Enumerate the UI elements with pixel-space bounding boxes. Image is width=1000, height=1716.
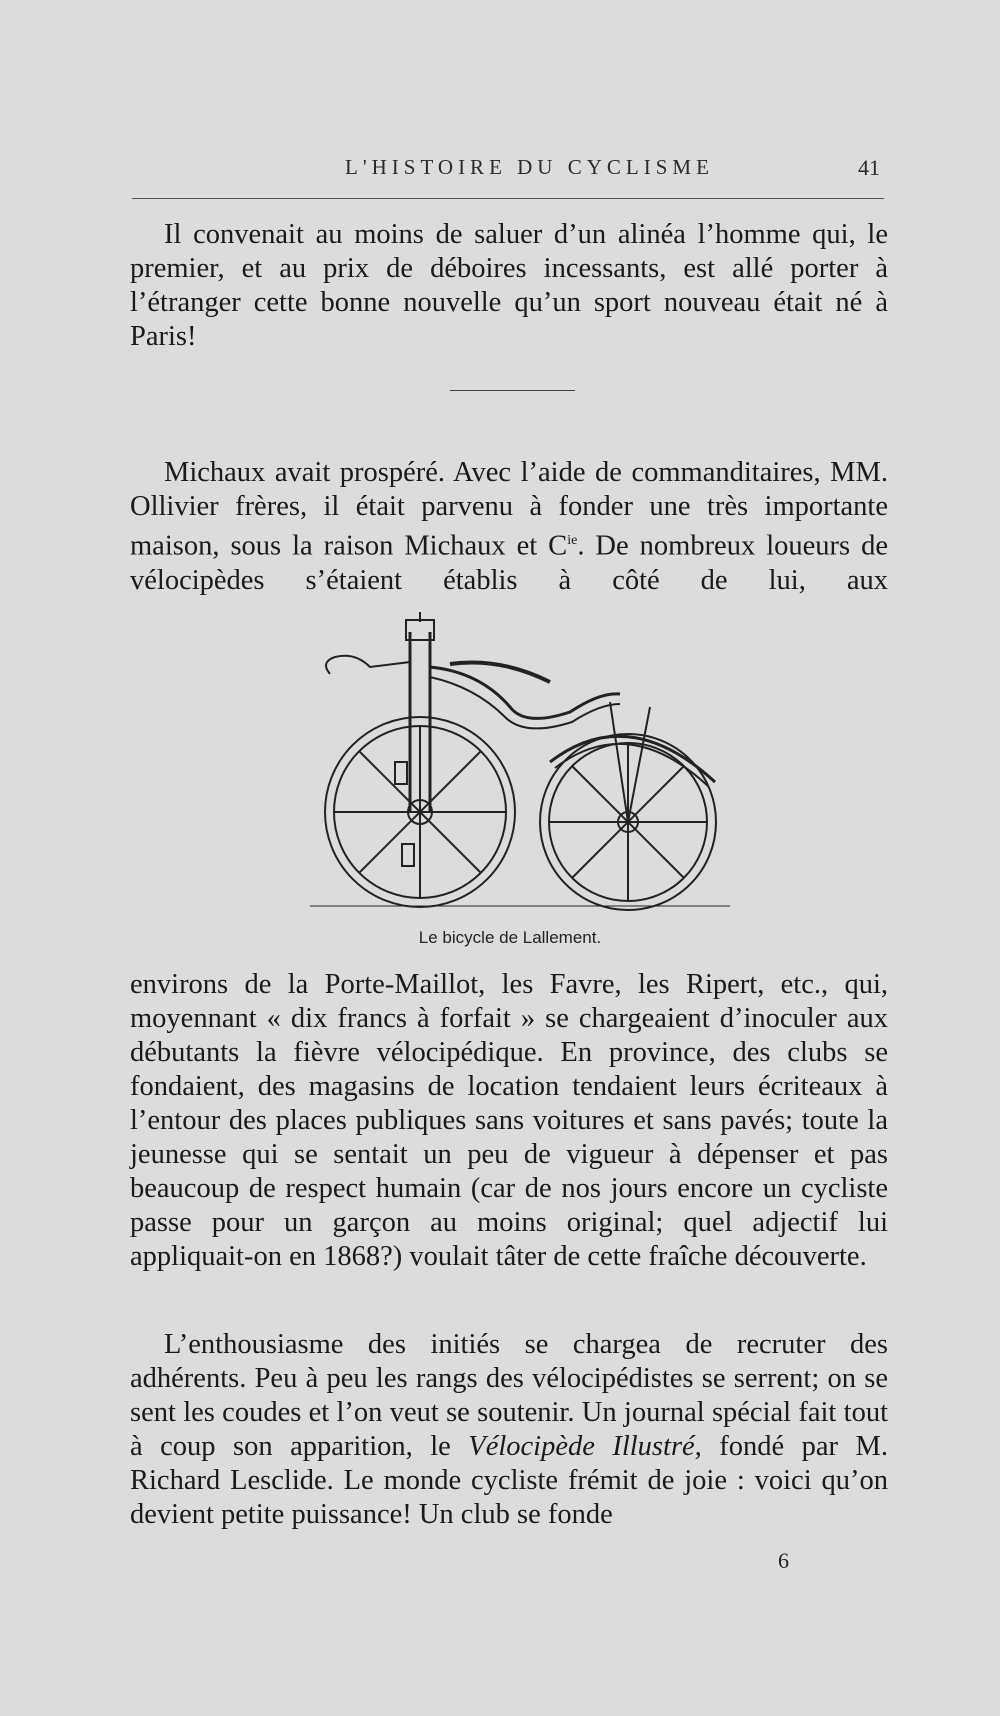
- journal-title: Vélocipède Illustré,: [468, 1431, 702, 1462]
- figure-caption: Le bicycle de Lallement.: [418, 928, 602, 947]
- paragraph-3-text: environs de la Porte-Maillot, les Favre, les Ripert, etc., qui, moyennant « dix francs à forfait » se chargeaient d’inoculer aux débutants la fièvre vélocipédique. En province, des clubs se fondaient, des magasins de location tendaient leurs écriteaux à l’entour des places publiques sans voitures et sans pavés; toute la jeunesse qui se sentait un peu de vigueur à dépenser et pas beaucoup de respect humain (car de nos jours encore un cycliste passe pour un garçon au moins original; quel adjectif lui appliquait-on en 1868?) voulait tâter de cette fraîche découverte.: [130, 969, 888, 1272]
- paragraph-2: [130, 456, 888, 598]
- paragraph-2-text-b: . De nombreux loueurs de vélocipèdes s’étaient établis à côté de lui, aux: [130, 530, 888, 596]
- paragraph-2-text-a: Michaux avait prospéré. Avec l’aide de commanditaires, MM. Ollivier frères, il était parvenu à fonder une très importante maison, sous la raison Michaux et C: [130, 457, 888, 562]
- paragraph-4-text-a: L’enthousiasme des initiés se chargea de recruter des adhérents. Peu à peu les rangs des vélocipédistes se serrent; on se sent les coudes et l’on veut se soutenir. Un journal spécial fait tout à coup son apparition, le: [130, 1329, 888, 1462]
- header-rule: [132, 198, 884, 199]
- paragraph-3: [130, 968, 888, 1274]
- paragraph-4-text-b: fondé par M. Richard Lesclide. Le monde cycliste frémit de joie : voici qu’on devient petite puissance! Un club se fonde: [130, 1431, 888, 1530]
- section-separator: [450, 390, 575, 391]
- paragraph-4: [130, 1328, 888, 1532]
- running-title: L'HISTOIRE DU CYCLISME: [345, 155, 714, 179]
- signature-mark: 6: [778, 1548, 789, 1573]
- paragraph-1: [130, 218, 888, 354]
- bicycle-illustration: [310, 612, 730, 922]
- paragraph-1-text: Il convenait au moins de saluer d’un alinéa l’homme qui, le premier, et au prix de déboires incessants, est allé porter à l’étranger cette bonne nouvelle qu’un sport nouveau était né à Paris!: [130, 219, 888, 352]
- paragraph-2-superscript: ie: [567, 533, 578, 548]
- page-number: 41: [858, 155, 880, 180]
